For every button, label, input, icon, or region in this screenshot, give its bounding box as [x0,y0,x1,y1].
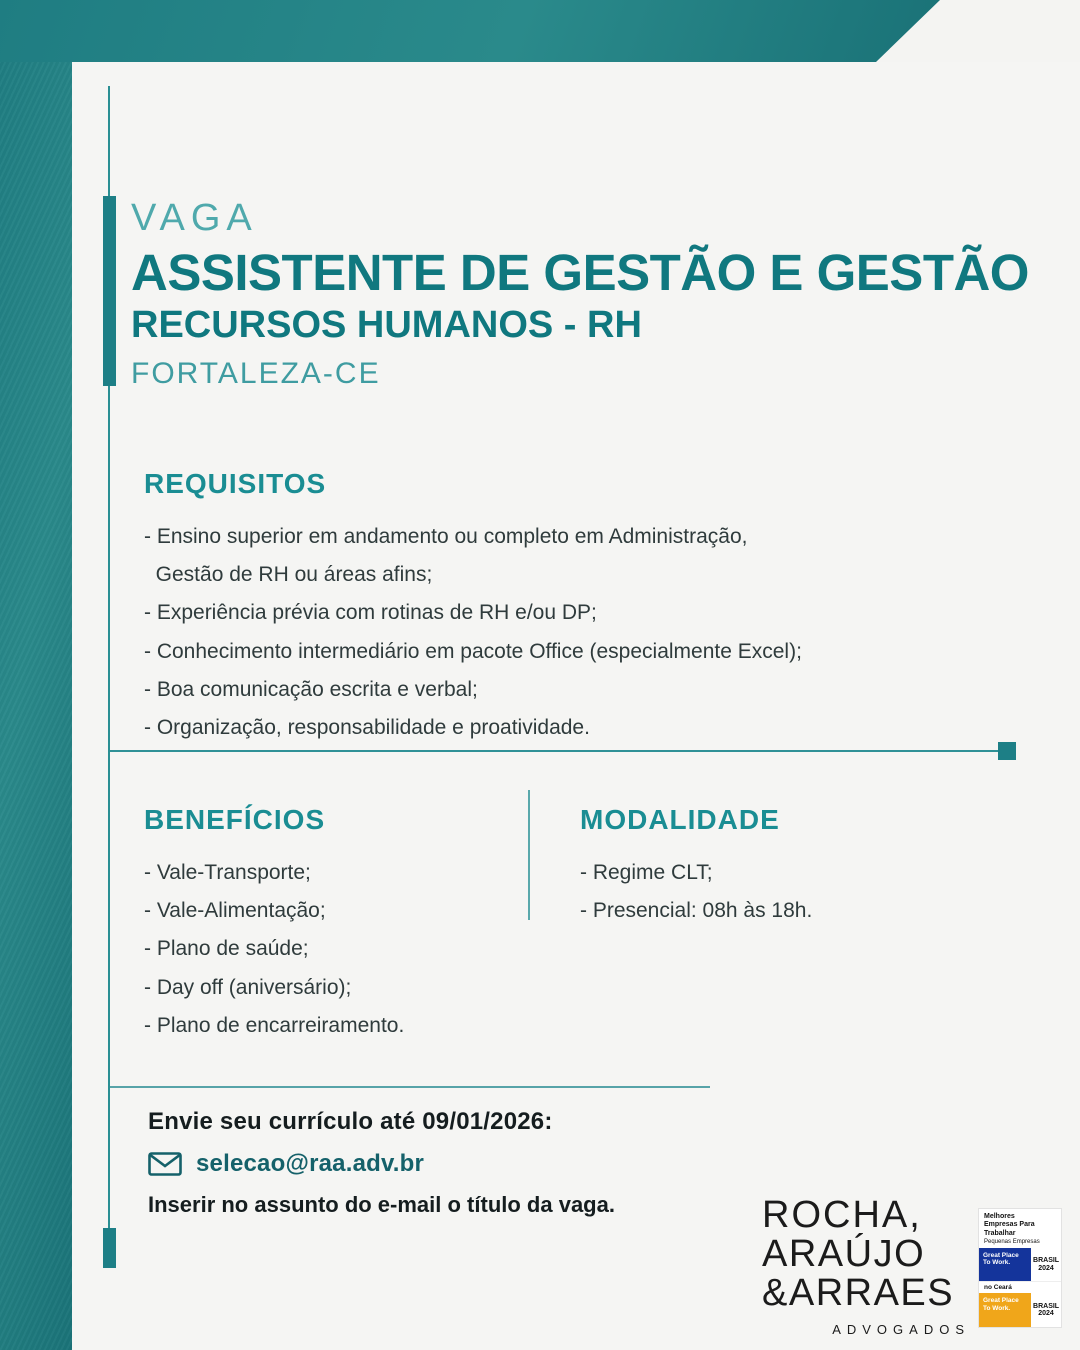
envelope-icon [148,1152,182,1176]
list-item: - Vale-Alimentação; [144,899,326,923]
list-item: - Presencial: 08h às 18h. [580,899,813,923]
list-item: - Experiência prévia com rotinas de RH e/ou DP; [144,601,597,625]
section-divider-cap [998,742,1016,760]
list-item: - Vale-Transporte; [144,861,311,884]
modality-section [580,804,980,930]
badge-row-blue [979,1248,1061,1282]
benefits-list [144,854,514,1045]
top-teal-band [0,0,940,62]
list-item: - Regime CLT; [580,861,713,884]
badge-heading [979,1209,1061,1248]
section-divider-top [110,750,1000,752]
list-item: - Plano de saúde; [144,937,309,961]
footer-contact [148,1108,848,1218]
list-item: - Organização, responsabilidade e proatividade. [144,716,590,740]
email-row[interactable] [148,1150,848,1178]
badge-subtitle: Pequenas Empresas [984,1238,1040,1245]
list-item: - Conhecimento intermediário em pacote Office (especialmente Excel); [144,639,802,663]
left-rule-cap-bottom [103,1228,116,1268]
company-logo [762,1196,972,1337]
section-divider-bottom [110,1086,710,1088]
badge-gptw-mark-2 [979,1293,1031,1327]
modality-heading: MODALIDADE [580,804,780,835]
list-item: - Ensino superior em andamento ou completo em Administração, [144,525,748,548]
badge-gptw-text-1: Great Place To Work. [983,1251,1019,1267]
logo-tagline: ADVOGADOS [832,1322,970,1338]
gptw-badge [978,1208,1062,1328]
badge-region-ceara: no Ceará [979,1281,1061,1293]
badge-region-1: BRASIL 2024 [1031,1248,1061,1282]
badge-title-3: Trabalhar [984,1229,1016,1237]
column-divider [528,790,530,920]
badge-gptw-text-2: Great Place To Work. [983,1297,1019,1312]
list-item: - Day off (aniversário); [144,975,352,999]
logo-line-1: ROCHA, [762,1194,922,1236]
benefits-section [144,804,514,1045]
benefits-heading: BENEFÍCIOS [144,804,326,835]
logo-line-3: &ARRAES [762,1271,955,1314]
list-item: Gestão de RH ou áreas afins; [144,563,433,587]
logo-line-2: ARAÚJO [762,1232,926,1275]
badge-row-orange [979,1293,1061,1327]
list-item: - Boa comunicação escrita e verbal; [144,677,478,701]
list-item: - Plano de encarreiramento. [144,1013,405,1037]
badge-gptw-mark-1 [979,1248,1031,1282]
requirements-list [144,518,1004,747]
kicker-vaga: VAGA [131,197,258,239]
page-subtitle: RECURSOS HUMANOS - RH [131,303,642,346]
badge-region-2: BRASIL 2024 [1031,1293,1061,1327]
badge-title-2: Empresas Para [984,1221,1035,1229]
location-label: FORTALEZA-CE [131,356,381,390]
left-rule-cap-top [103,196,116,386]
deadline-text: Envie seu currículo até 09/01/2026: [148,1108,553,1135]
page-title: ASSISTENTE DE GESTÃO E GESTÃO [131,243,1029,301]
subject-note: Inserir no assunto do e-mail o título da vaga. [148,1192,615,1217]
requirements-section [144,468,1004,747]
poster-header [131,198,1051,391]
contact-email[interactable]: selecao@raa.adv.br [196,1150,425,1177]
modality-list [580,854,980,930]
requirements-heading: REQUISITOS [144,468,327,499]
badge-title-1: Melhores [984,1213,1015,1220]
